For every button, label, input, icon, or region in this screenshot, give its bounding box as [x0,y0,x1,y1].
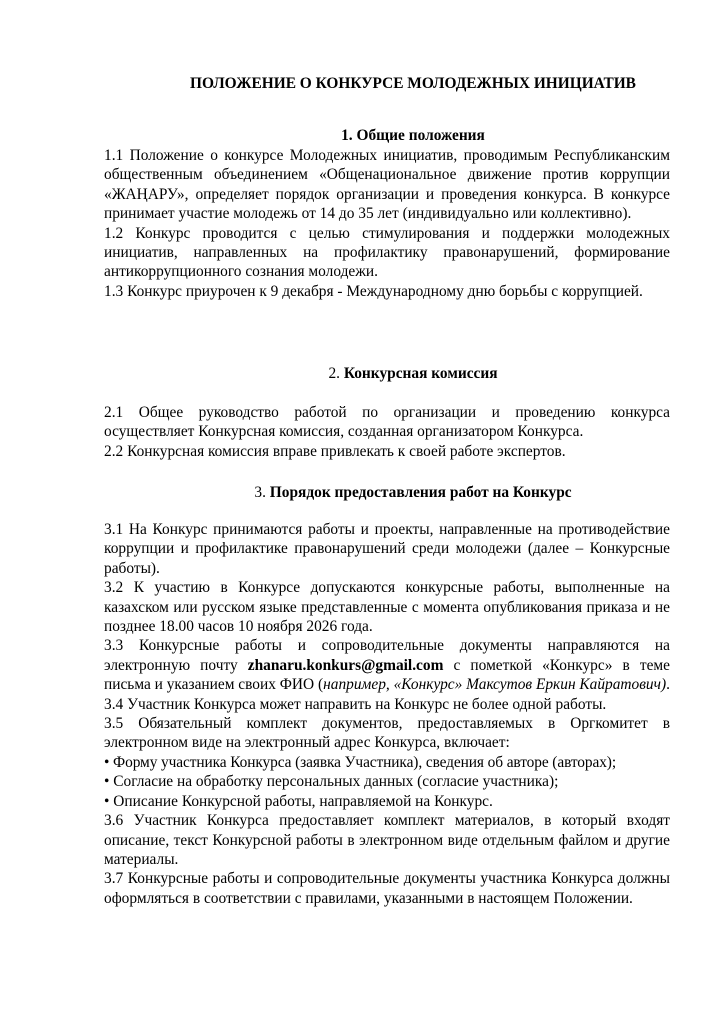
paragraph-3-4: 3.4 Участник Конкурса может направить на Конкурс не более одной работы. [104,695,607,713]
paragraph-3-3-end: . [666,676,670,694]
section-1-body [104,146,670,301]
paragraph-3-1: 3.1 На Конкурс принимаются работы и проекты, направленные на противодействие коррупции и профилактике правонарушений среди молодежи (далее – Конкурсные работы). [104,521,670,577]
paragraph-3-2: 3.2 К участию в Конкурсе допускаются конкурсные работы, выполненные на казахском или русском языке представленные с момента опубликования приказа и не позднее 18.00 часов 10 ноября 2026 года. [104,579,670,636]
contest-email-link[interactable]: zhanaru.konkurs@gmail.com [247,656,444,674]
paragraph-3-6: 3.6 Участник Конкурса предоставляет комплект материалов, в который входят описание, текст Конкурсной работы в электронном виде отдельным файлом и другие материалы. [104,812,670,868]
paragraph-3-3-example: например, «Конкурс» Максутов Еркин Кайратович) [323,676,667,694]
list-item: • Форму участника Конкурса (заявка Участника), сведения об авторе (авторах); [104,753,616,771]
section-1-heading [104,126,670,145]
paragraph-1-1: 1.1 Положение о конкурсе Молодежных инициатив, проводимым Республиканским общественным объединением «Общенациональное движение против коррупции «ЖАҢАРУ», определяет порядок организации и проведения конкурса. В конкурсе принимает участие молодежь от 14 до 35 лет (индивидуально или коллективно). [104,147,670,223]
section-3-body [104,520,670,908]
paragraph-3-5: 3.5 Обязательный комплект документов, предоставляемых в Оргкомитет в электронном виде на электронный адрес Конкурса, включает: [104,715,670,752]
section-1-title: Общие положения [356,127,485,144]
section-3-title: Порядок предоставления работ на Конкурс [269,484,572,501]
paragraph-3-3-middle: с пометкой «Конкурс» в теме письма и указанием своих ФИО ( [104,656,670,694]
paragraph-3-3-text: 3.3 Конкурсные работы и сопроводительные документы направляются на электронную почту [104,637,670,674]
section-3-heading [104,483,670,502]
section-2-body [104,403,670,461]
document-page [104,0,670,1024]
section-1-number: 1. [341,127,353,144]
paragraph-3-3 [104,636,670,694]
section-2-heading [104,364,670,383]
list-item: • Описание Конкурсной работы, направляемой на Конкурс. [104,792,493,810]
paragraph-2-1: 2.1 Общее руководство работой по организации и проведению конкурса осуществляет Конкурсная комиссия, созданная организатором Конкурса. [104,404,670,441]
paragraph-1-2: 1.2 Конкурс проводится с целью стимулирования и поддержки молодежных инициатив, направленных на профилактику правонарушений, формирование антикоррупционного сознания молодежи. [104,224,670,281]
paragraph-2-2: 2.2 Конкурсная комиссия вправе привлекать к своей работе экспертов. [104,442,566,460]
paragraph-1-3: 1.3 Конкурс приурочен к 9 декабря - Международному дню борьбы с коррупцией. [104,282,643,300]
document-title: ПОЛОЖЕНИЕ О КОНКУРСЕ МОЛОДЕЖНЫХ ИНИЦИАТИВ [190,75,636,92]
section-3-number: 3. [254,484,266,501]
section-2-number: 2. [328,365,340,382]
paragraph-3-7: 3.7 Конкурсные работы и сопроводительные документы участника Конкурса должны оформляться в соответствии с правилами, указанными в настоящем Положении. [104,870,670,907]
list-item: • Согласие на обработку персональных данных (согласие участника); [104,773,559,791]
section-2-title: Конкурсная комиссия [343,365,498,382]
